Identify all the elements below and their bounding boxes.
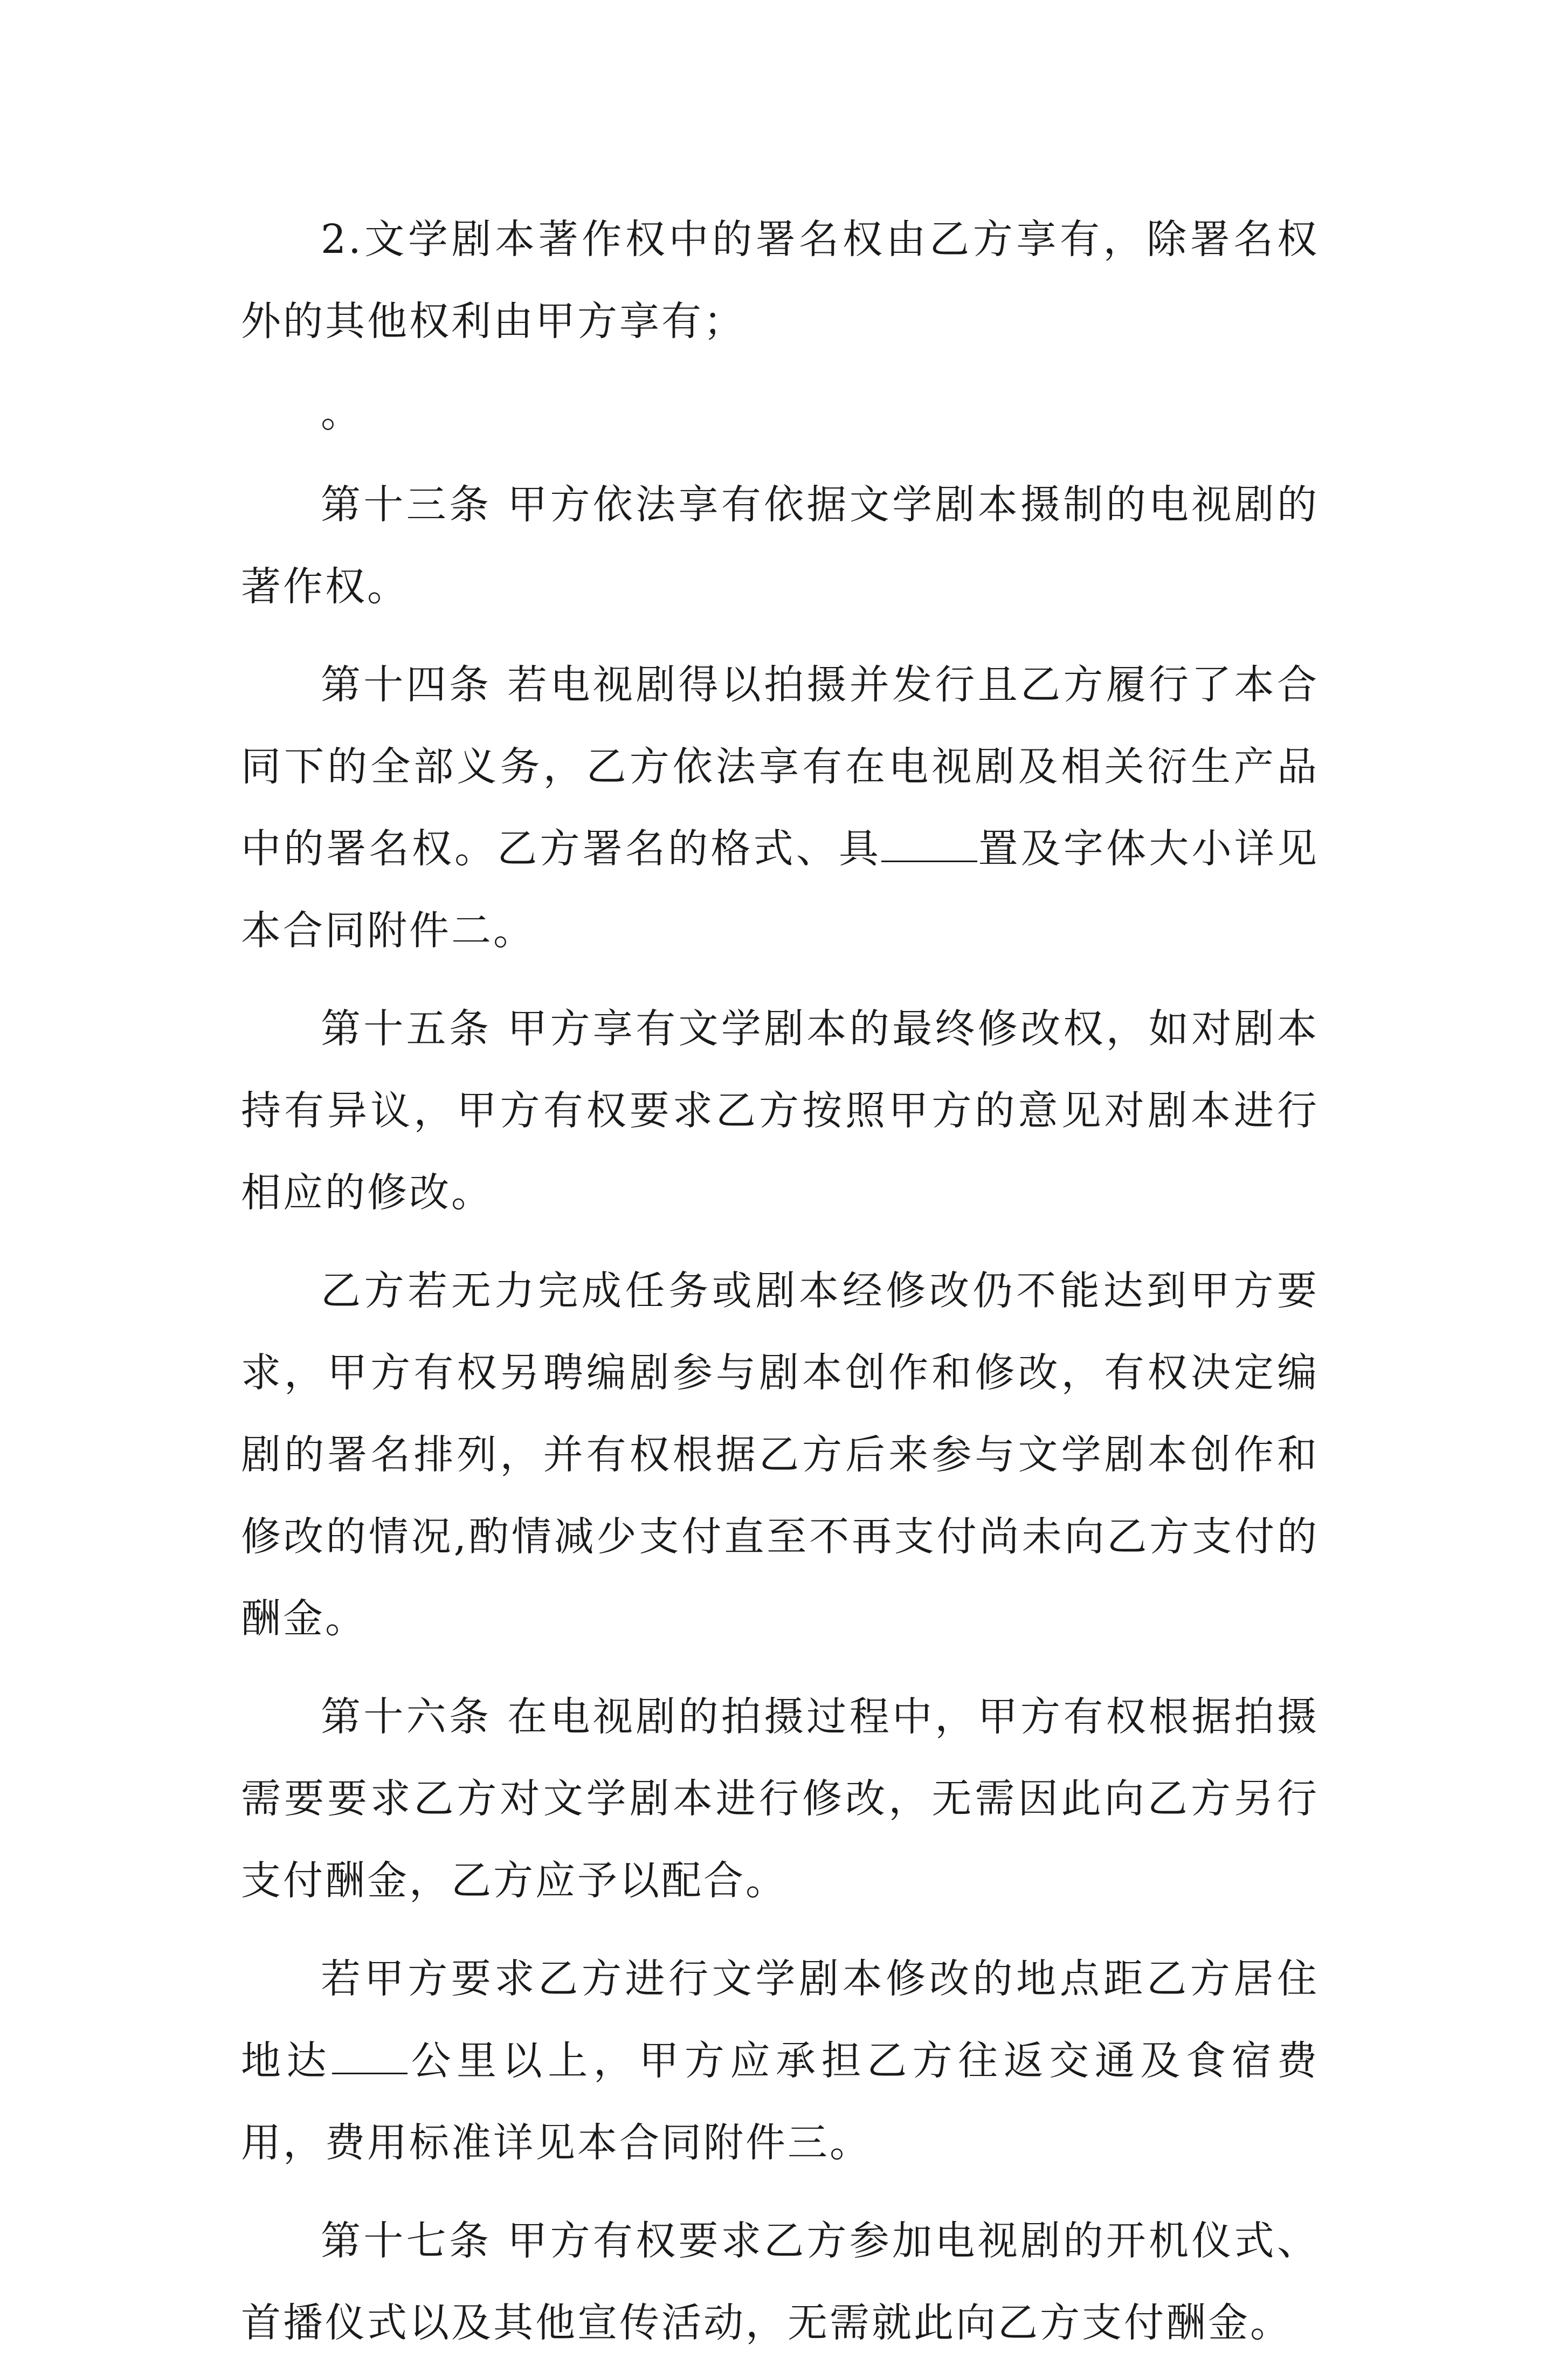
- paragraph-article-14: [241, 644, 1319, 972]
- contract-body: [241, 198, 1319, 2380]
- article-14-text-after-blank: 置及字体大小详见本合同附件二。: [241, 826, 1320, 954]
- paragraph-copyright-signature: 2.文学剧本著作权中的署名权由乙方享有，除署名权外的其他权利由甲方享有；: [241, 216, 1319, 345]
- distance-blank: [332, 2039, 408, 2074]
- paragraph-article-15: 第十五条 甲方享有文学剧本的最终修改权，如对剧本持有异议，甲方有权要求乙方按照甲方的意见对剧本进行相应的修改。: [241, 1006, 1319, 1216]
- paragraph-article-16: 第十六条 在电视剧的拍摄过程中，甲方有权根据拍摄需要要求乙方对文学剧本进行修改，无需因此向乙方另行支付酬金，乙方应予以配合。: [241, 1694, 1319, 1904]
- article-16-text-after-blank: 公里以上，甲方应承担乙方往返交通及食宿费用，费用标准详见本合同附件三。: [241, 2038, 1320, 2166]
- paragraph-article-16-clause-2: [241, 1938, 1319, 2184]
- fill-in-blank: [881, 827, 977, 862]
- paragraph-period: 。: [321, 390, 363, 436]
- paragraph-article-13: 第十三条 甲方依法享有依据文学剧本摄制的电视剧的著作权。: [241, 481, 1319, 610]
- article-16-text-before-blank: 若甲方要求乙方进行文学剧本修改的地点距乙方居住地达: [241, 1956, 1319, 2084]
- paragraph-article-15-clause-2: 乙方若无力完成任务或剧本经修改仍不能达到甲方要求，甲方有权另聘编剧参与剧本创作和修改，有权决定编剧的署名排列，并有权根据乙方后来参与文学剧本创作和修改的情况,酌情减少支付直至不再支付尚未向乙方支付的酬金。: [241, 1268, 1319, 1642]
- paragraph-article-17: 第十七条 甲方有权要求乙方参加电视剧的开机仪式、首播仪式以及其他宣传活动，无需就此向乙方支付酬金。: [241, 2218, 1319, 2346]
- article-14-text-before-blank: 第十四条 若电视剧得以拍摄并发行且乙方履行了本合同下的全部义务，乙方依法享有在电视剧及相关衍生产品中的署名权。乙方署名的格式、具: [241, 662, 1319, 872]
